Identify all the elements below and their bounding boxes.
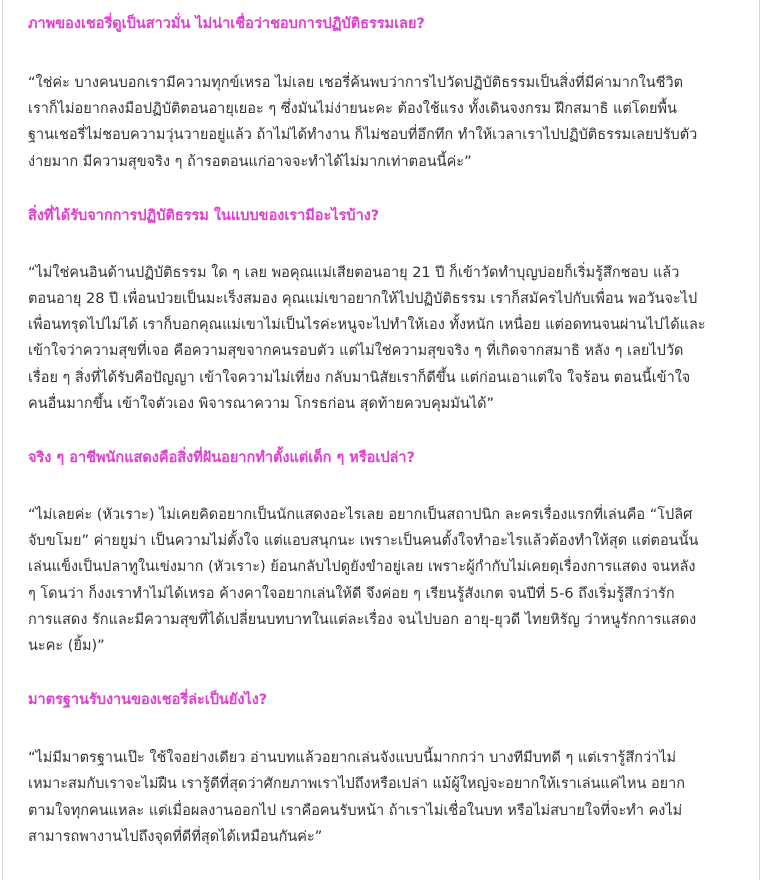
interview-answer-3 [28, 502, 744, 659]
answer-line: ตอนอายุ 28 ปี เพื่อนป่วยเป็นมะเร็งสมอง คุณแม่เขาอยากให้ไปปฏิบัติธรรม เราก็สมัครไปกับเพื่อน พอวันจะไป [28, 291, 698, 308]
interview-answer-4 [28, 745, 744, 850]
interview-question-2: สิ่งที่ได้รับจากการปฏิบัติธรรม ในแบบของเรามีอะไรบ้าง? [28, 207, 380, 224]
answer-line: ฐานเชอรี่ไม่ชอบความวุ่นวายอยู่แล้ว ถ้าไม่ได้ทำงาน ก็ไม่ชอบที่อึกทึก ทำให้เวลาเราไปปฏิบัติธรรมเลยปรับตัว [28, 127, 698, 144]
article-frame [2, 0, 760, 880]
answer-line: จับขโมย” ค่ายยูม่า เป็นความไม่ตั้งใจ แต่แอบสนุกนะ เพราะเป็นคนตั้งใจทำอะไรแล้วต้องทำให้สุด แต่ตอนนั้น [28, 533, 699, 550]
answer-line: ตามใจทุกคนแหละ แต่เมื่อผลงานออกไป เราคือคนรับหน้า ถ้าเราไม่เชื่อในบท หรือไม่สบายใจที่จะทำ คงไม่ [28, 802, 683, 819]
answer-line: เรื่อย ๆ สิ่งที่ได้รับคือปัญญา เข้าใจความไม่เที่ยง กลับมานิสัยเราก็ดีขึ้น แต่ก่อนเอาแต่ใจ ใจร้อน ตอนนี้เข้าใจ [28, 369, 691, 386]
answer-line: เพื่อนทรุดไปไม่ได้ เราก็บอกคุณแม่เขาไม่เป็นไรค่ะหนูจะไปทำให้เอง ทั้งหนัก เหนื่อย แต่อดทนจนผ่านไปได้และ [28, 317, 706, 334]
answer-line: เหมาะสมกับเราจะไม่ฝืน เรารู้ดีที่สุดว่าศักยภาพเราไปถึงหรือเปล่า แม้ผู้ใหญ่จะอยากให้เราเล่นแค่ไหน อยาก [28, 776, 686, 793]
interview-answer-2 [28, 260, 744, 417]
answer-line: “ไม่ใช่คนอินด้านปฏิบัติธรรม ใด ๆ เลย พอคุณแม่เสียตอนอายุ 21 ปี ก็เข้าวัดทำบุญบ่อยก็เริ่มรู้สึกชอบ แล้ว [28, 264, 680, 281]
answer-line: “ไม่มีมาตรฐานเป๊ะ ใช้ใจอย่างเดียว อ่านบทแล้วอยากเล่นจังแบบนี้มากกว่า บางทีมีบทดี ๆ แต่เรารู้สึกว่าไม่ [28, 750, 677, 767]
answer-line: เข้าใจว่าความสุขที่เจอ คือความสุขจากคนรอบตัว แต่ไม่ใช่ความสุขจริง ๆ ที่เกิดจากสมาธิ หลัง ๆ เลยไปวัด [28, 343, 684, 360]
answer-line: เราก็ไม่อยากลงมือปฏิบัติตอนอายุเยอะ ๆ ซึ่งมันไม่ง่ายนะคะ ต้องใช้แรง ทั้งเดินจงกรม ฝึกสมาธิ แต่โดยพื้น [28, 101, 677, 118]
answer-line: ๆ โดนว่า ก็งงเราทำไม่ได้เหรอ ค้างคาใจอยากเล่นให้ดี จึงค่อย ๆ เรียนรู้สังเกต จนปีที่ 5-6 ถึงเริ่มรู้สึกว่ารัก [28, 585, 675, 602]
interview-question-3: จริง ๆ อาชีพนักแสดงคือสิ่งที่ฝันอยากทำตั้งแต่เด็ก ๆ หรือเปล่า? [28, 450, 415, 467]
answer-line: ง่ายมาก มีความสุขจริง ๆ ถ้ารอตอนแก่อาจจะทำได้ไม่มากเท่าตอนนี้ค่ะ” [28, 153, 472, 170]
answer-line: “ใช่ค่ะ บางคนบอกเรามีความทุกข์เหรอ ไม่เลย เชอรี่ค้นพบว่าการไปวัดปฏิบัติธรรมเป็นสิ่งที่มีค่ามากในชีวิต [28, 75, 684, 91]
interview-answer-1 [28, 70, 744, 175]
interview-article [28, 11, 744, 850]
answer-line: “ไม่เลยค่ะ (หัวเราะ) ไม่เคยคิดอยากเป็นนักแสดงอะไรเลย อยากเป็นสถาปนิก ละครเรื่องแรกที่เล่นคือ “โปลิศ [28, 507, 693, 524]
answer-line: การแสดง รักและมีความสุขที่ได้เปลี่ยนบทบาทในแต่ละเรื่อง จนไปบอก อายุ-ยุวดี ไทยหิรัญ ว่าหนูรักการแสดง [28, 611, 697, 628]
interview-question-4: มาตรฐานรับงานของเชอรี่ล่ะเป็นยังไง? [28, 692, 268, 709]
answer-line: นะคะ (ยิ้ม)” [28, 638, 105, 655]
answer-line: สามารถพางานไปถึงจุดที่ดีที่สุดได้เหมือนกันค่ะ” [28, 828, 323, 845]
interview-question-1: ภาพของเชอรี่ดูเป็นสาวมั่น ไม่น่าเชื่อว่าชอบการปฏิบัติธรรมเลย? [28, 16, 425, 32]
answer-line: เล่นแข็งเป็นปลาทูในเข่งมาก (หัวเราะ) ย้อนกลับไปดูยังขำอยู่เลย เพราะผู้กำกับไม่เคยดุเรื่องการแสดง จนหลัง [28, 559, 696, 576]
answer-line: คนอื่นมากขึ้น เข้าใจตัวเอง พิจารณาความ โกรธก่อน สุดท้ายควบคุมมันได้” [28, 395, 495, 412]
